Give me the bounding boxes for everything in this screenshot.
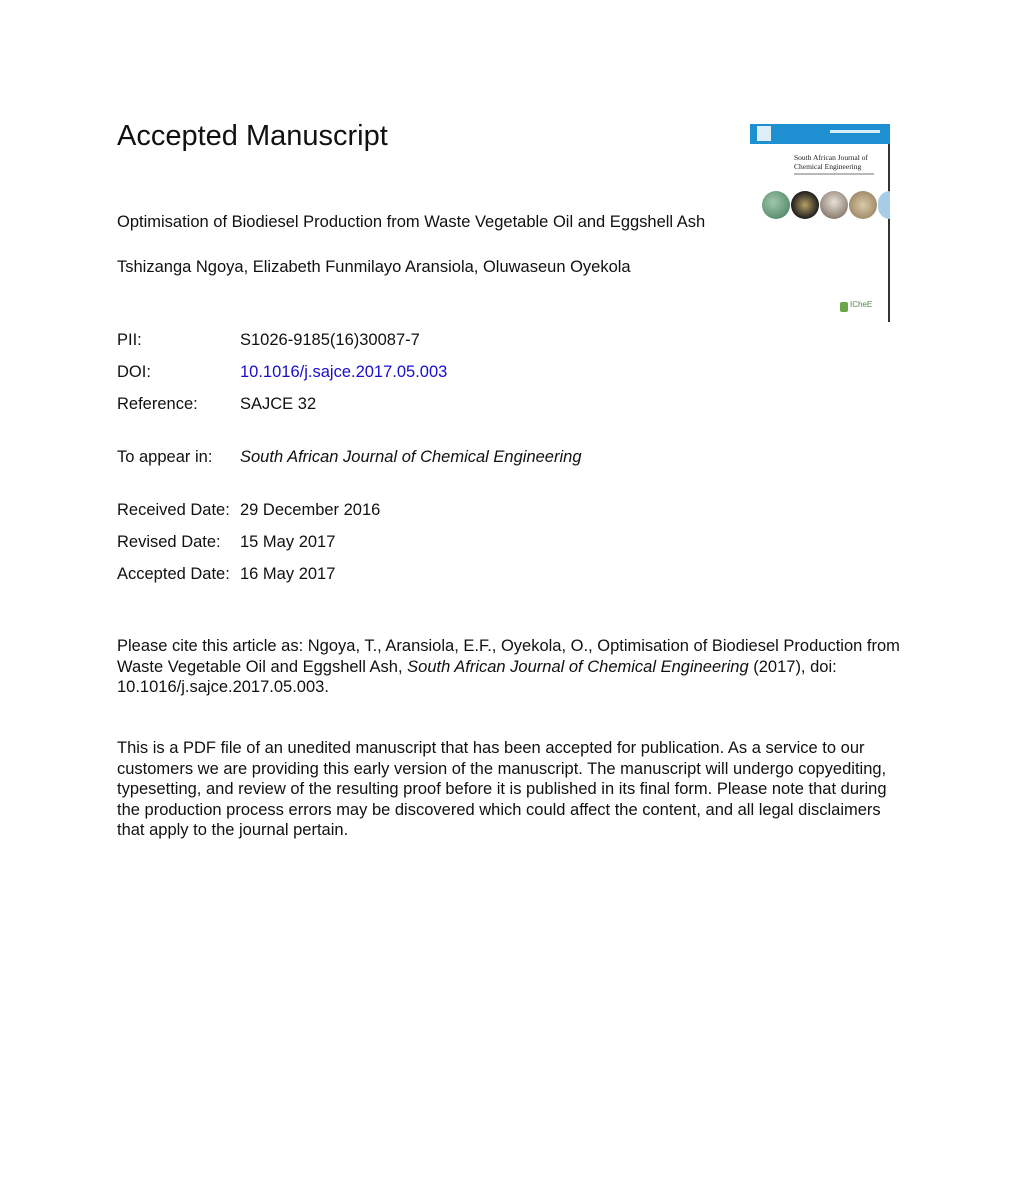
revised-value: 15 May 2017 — [240, 533, 336, 551]
doi-link[interactable]: 10.1016/j.sajce.2017.05.003 — [240, 363, 448, 381]
cover-circle-image — [820, 191, 848, 219]
cover-image-circles — [762, 191, 892, 221]
cover-circle-image — [878, 191, 890, 219]
cover-circle-image — [762, 191, 790, 219]
cover-band-text-bar — [830, 130, 880, 133]
citation-suffix: (2017), doi: 10.1016/j.sajce.2017.05.003. — [117, 657, 837, 696]
cover-brand-text: ICheE — [850, 300, 873, 309]
appear-label: To appear in: — [117, 448, 213, 466]
accepted-label: Accepted Date: — [117, 565, 230, 583]
cover-circle-image — [791, 191, 819, 219]
journal-cover-thumbnail — [750, 124, 890, 322]
society-logo-icon — [840, 302, 848, 312]
reference-value: SAJCE 32 — [240, 395, 317, 413]
cover-subtitle-bar — [794, 173, 874, 175]
page-heading: Accepted Manuscript — [117, 120, 388, 152]
citation-prefix: Please cite this article as: Ngoya, T., Aransiola, E.F., Oyekola, O., Optimisation of Biodiesel Production from Waste Vegetable Oil and Eggshell Ash, — [117, 637, 900, 676]
cover-circle-image — [849, 191, 877, 219]
received-label: Received Date: — [117, 501, 230, 519]
accepted-value: 16 May 2017 — [240, 565, 336, 583]
received-value: 29 December 2016 — [240, 501, 381, 519]
cover-top-band — [750, 124, 890, 144]
disclaimer-paragraph: This is a PDF file of an unedited manuscript that has been accepted for publication. As a service to our customers we are providing this early version of the manuscript. The manuscript will undergo copyediting, typesetting, and review of the resulting proof before it is published in its final form. Please note that during the production process errors may be discovered which could affect the content, and all legal disclaimers that apply to the journal pertain. — [117, 739, 887, 839]
cover-journal-title: South African Journal of Chemical Engineering — [794, 153, 868, 171]
citation-paragraph — [117, 636, 907, 698]
revised-label: Revised Date: — [117, 533, 221, 551]
publisher-logo-icon — [757, 126, 771, 141]
reference-label: Reference: — [117, 395, 198, 413]
article-authors: Tshizanga Ngoya, Elizabeth Funmilayo Aransiola, Oluwaseun Oyekola — [117, 258, 631, 276]
appear-value: South African Journal of Chemical Engineering — [240, 448, 582, 466]
pii-label: PII: — [117, 331, 142, 349]
article-title: Optimisation of Biodiesel Production from Waste Vegetable Oil and Eggshell Ash — [117, 213, 706, 231]
citation-journal: South African Journal of Chemical Engineering — [407, 657, 749, 676]
doi-label: DOI: — [117, 363, 151, 381]
pii-value: S1026-9185(16)30087-7 — [240, 331, 420, 349]
